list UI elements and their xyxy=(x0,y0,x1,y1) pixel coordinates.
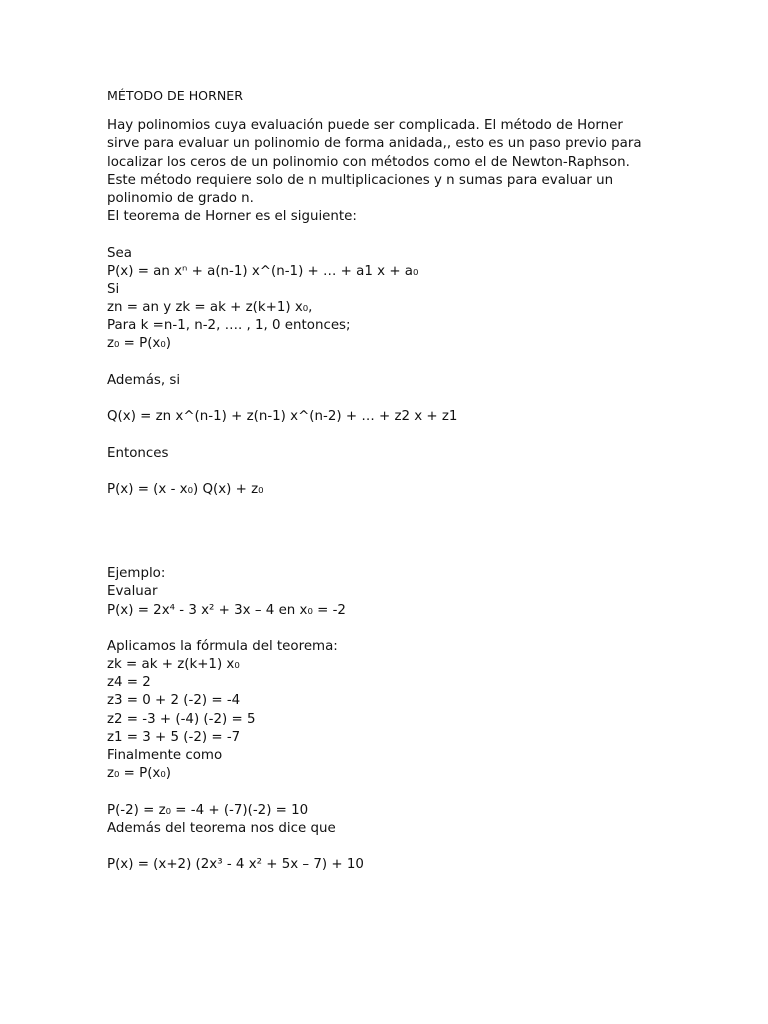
intro-line: Este método requiere solo de n multiplicaciones y n sumas para evaluar un xyxy=(107,172,614,188)
q-formula: Q(x) = zn x^(n-1) + z(n-1) x^(n-2) + … + z2 x + z1 xyxy=(107,409,458,425)
example-line: Evaluar xyxy=(107,584,158,600)
intro-line: sirve para evaluar un polinomio de forma anidada,, esto es un paso previo para xyxy=(107,136,642,152)
spacer xyxy=(107,838,747,856)
spacer xyxy=(107,783,747,801)
entonces-text: Entonces xyxy=(107,445,169,461)
document-page xyxy=(107,87,747,874)
step-line: Aplicamos la fórmula del teorema: xyxy=(107,638,338,654)
example-line: Ejemplo: xyxy=(107,566,166,582)
step-line: z4 = 2 xyxy=(107,675,151,691)
step-line: z₀ = P(x₀) xyxy=(107,766,171,782)
ademas-si-text: Además, si xyxy=(107,372,181,388)
spacer xyxy=(107,226,747,244)
example-line: P(x) = 2x⁴ - 3 x² + 3x – 4 en x₀ = -2 xyxy=(107,602,346,618)
intro-line: El teorema de Horner es el siguiente: xyxy=(107,209,357,225)
theorem-line: Sea xyxy=(107,245,132,261)
step-line: z2 = -3 + (-4) (-2) = 5 xyxy=(107,711,256,727)
spacer xyxy=(107,499,747,565)
result-line: Además del teorema nos dice que xyxy=(107,820,336,836)
theorem-line: z₀ = P(x₀) xyxy=(107,336,171,352)
document-title: MÉTODO DE HORNER xyxy=(107,88,243,103)
step-line: z1 = 3 + 5 (-2) = -7 xyxy=(107,729,241,745)
theorem-line: Para k =n-1, n-2, …. , 1, 0 entonces; xyxy=(107,318,351,334)
spacer xyxy=(107,390,747,408)
step-line: zk = ak + z(k+1) x₀ xyxy=(107,657,240,673)
spacer xyxy=(107,620,747,638)
step-line: Finalmente como xyxy=(107,748,223,763)
final-formula: P(x) = (x+2) (2x³ - 4 x² + 5x – 7) + 10 xyxy=(107,857,364,873)
spacer xyxy=(107,354,747,372)
intro-line: localizar los ceros de un polinomio con métodos como el de Newton-Raphson. xyxy=(107,154,630,170)
spacer xyxy=(107,463,747,481)
p-formula: P(x) = (x - x₀) Q(x) + z₀ xyxy=(107,481,264,497)
step-line: z3 = 0 + 2 (-2) = -4 xyxy=(107,693,241,709)
spacer xyxy=(107,426,747,444)
theorem-line: zn = an y zk = ak + z(k+1) x₀, xyxy=(107,300,313,316)
theorem-line: P(x) = an xⁿ + a(n-1) x^(n-1) + … + a1 x + a₀ xyxy=(107,263,419,279)
intro-line: Hay polinomios cuya evaluación puede ser complicada. El método de Horner xyxy=(107,118,623,134)
result-line: P(-2) = z₀ = -4 + (-7)(-2) = 10 xyxy=(107,802,309,818)
intro-line: polinomio de grado n. xyxy=(107,190,254,206)
theorem-line: Si xyxy=(107,281,120,297)
spacer xyxy=(107,105,747,117)
